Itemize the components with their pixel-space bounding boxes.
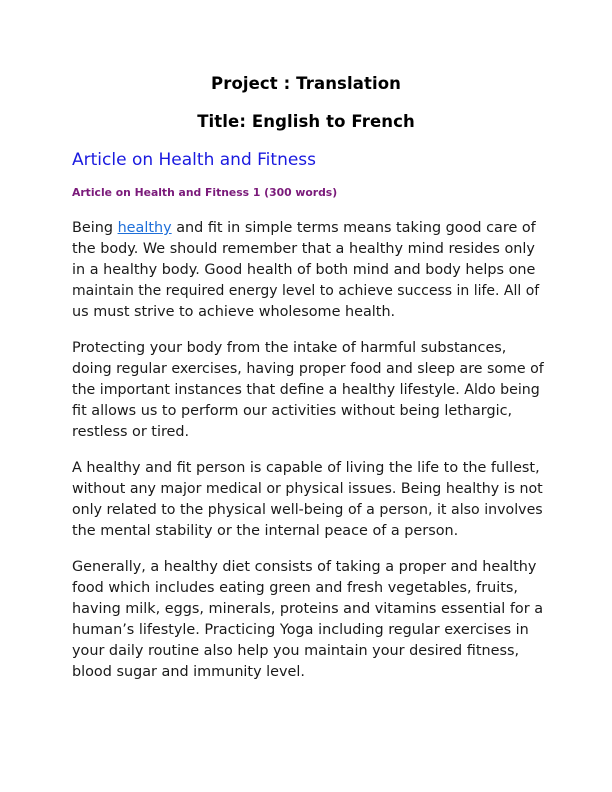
paragraph-line: food which includes eating green and fresh vegetables, fruits, bbox=[72, 580, 518, 596]
paragraph-line: fit allows us to perform our activities without being lethargic, bbox=[72, 403, 513, 419]
paragraph-line: maintain the required energy level to achieve success in life. All of bbox=[72, 283, 540, 299]
paragraph-line: us must strive to achieve wholesome health. bbox=[72, 304, 396, 320]
project-line: Project : Translation bbox=[211, 74, 401, 93]
paragraph-line-text: and fit in simple terms means taking good care of bbox=[171, 220, 536, 236]
paragraph-line: Generally, a healthy diet consists of taking a proper and healthy bbox=[72, 559, 537, 575]
paragraph-line bbox=[72, 218, 544, 239]
paragraph-line: doing regular exercises, having proper food and sleep are some of bbox=[72, 361, 544, 377]
paragraph-line: your daily routine also help you maintain your desired fitness, bbox=[72, 643, 520, 659]
paragraph-line: restless or tired. bbox=[72, 424, 190, 440]
paragraph-lead: Being bbox=[72, 220, 118, 236]
paragraph-4 bbox=[72, 557, 544, 683]
paragraph-line: Protecting your body from the intake of harmful substances, bbox=[72, 340, 507, 356]
paragraph-1 bbox=[72, 218, 544, 323]
paragraph-2 bbox=[72, 338, 544, 443]
paragraph-line: only related to the physical well-being of a person, it also involves bbox=[72, 502, 543, 518]
healthy-link[interactable]: healthy bbox=[117, 220, 172, 236]
article-subheading: Article on Health and Fitness 1 (300 words) bbox=[72, 186, 338, 199]
paragraph-line: human’s lifestyle. Practicing Yoga including regular exercises in bbox=[72, 622, 529, 638]
paragraph-line: without any major medical or physical issues. Being healthy is not bbox=[72, 481, 543, 497]
paragraph-line: the important instances that define a healthy lifestyle. Aldo being bbox=[72, 382, 540, 398]
paragraph-3 bbox=[72, 458, 544, 542]
paragraph-line: having milk, eggs, minerals, proteins and vitamins essential for a bbox=[72, 601, 544, 617]
paragraph-line: the body. We should remember that a healthy mind resides only bbox=[72, 241, 535, 257]
paragraph-line: blood sugar and immunity level. bbox=[72, 664, 305, 680]
paragraph-line: the mental stability or the internal peace of a person. bbox=[72, 523, 459, 539]
paragraph-line: in a healthy body. Good health of both mind and body helps one bbox=[72, 262, 536, 278]
article-heading: Article on Health and Fitness bbox=[72, 150, 317, 170]
paragraph-line: A healthy and fit person is capable of living the life to the fullest, bbox=[72, 460, 540, 476]
document-title: Title: English to French bbox=[197, 112, 415, 131]
